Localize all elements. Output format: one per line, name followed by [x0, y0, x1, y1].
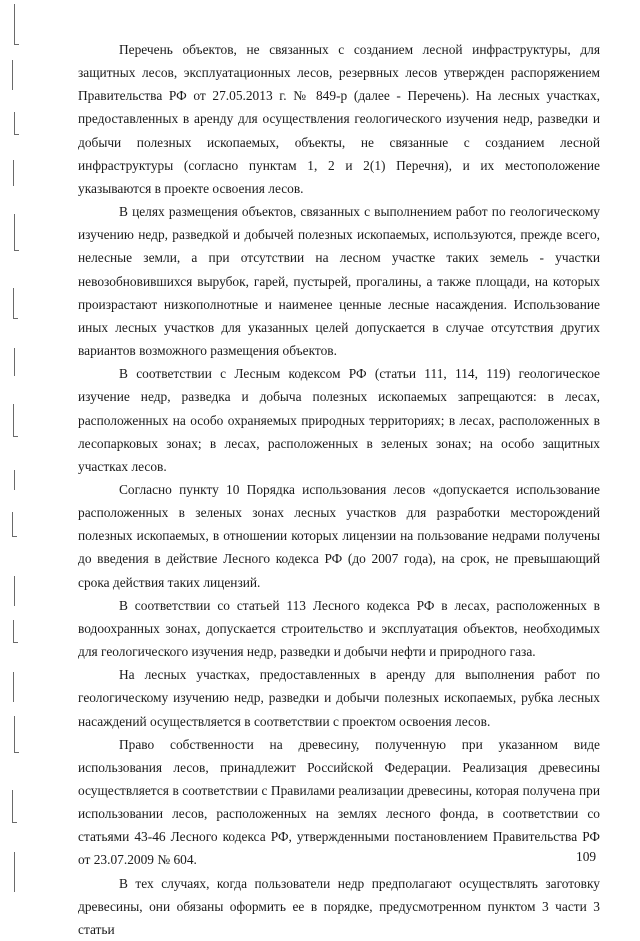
paragraph-1: Перечень объектов, не связанных с созданием лесной инфраструктуры, для защитных лесов, эксплуатационных лесов, резервных лесов утвержден распоряжением Правительства РФ от 27.05.2013 г. № 849-р (далее - Перечень). На лесных участках, предоставленных в аренду для осуществления геологического изучения недр, разведки и добычи полезных ископаемых, объекты, не связанные с созданием лесной инфраструктуры (согласно пунктам 1, 2 и 2(1) Перечня), и их местоположение указываются в проекте освоения лесов.	[78, 42, 600, 196]
page-number: 109	[576, 849, 597, 864]
paragraph-7: Право собственности на древесину, полученную при указанном виде использования лесов, принадлежит Российской Федерации. Реализация древесины осуществляется в соответствии с Правилами реализации древесины, которая получена при использовании лесов, расположенных на землях лесного фонда, в соответствии со статьями 43-46 Лесного кодекса РФ, утвержденными постановлением Правительства РФ от 23.07.2009 № 604.	[78, 736, 600, 868]
paragraph-3: В соответствии с Лесным кодексом РФ (статьи 111, 114, 119) геологическое изучение недр, разведка и добыча полезных ископаемых запрещаются: в лесах, расположенных на особо охраняемых природных территориях; в лесах, расположенных в лесопарковых зонах; в лесах, расположенных в зеленых зонах; на особо защитных участках лесов.	[78, 366, 600, 474]
paragraph-8: В тех случаях, когда пользователи недр предполагают осуществлять заготовку древесины, они обязаны оформить ее в порядке, предусмотренном пунктом 3 части 3 статьи	[78, 875, 600, 937]
paragraph-4: Согласно пункту 10 Порядка использования лесов «допускается использование расположенных в зеленых зонах лесных участков для разработки месторождений полезных ископаемых, в отношении которых лицензии на пользование недрами получены до введения в действие Лесного кодекса РФ (до 2007 года), на срок, не превышающий срока действия таких лицензий.	[78, 481, 600, 590]
body-text	[78, 38, 600, 941]
binding-edge-marks	[0, 0, 30, 905]
paragraph-5: В соответствии со статьей 113 Лесного кодекса РФ в лесах, расположенных в водоохранных зонах, допускается строительство и эксплуатация объектов, необходимых для геологического изучения недр, разведки и добычи нефти и природного газа.	[78, 597, 600, 660]
paragraph-2: В целях размещения объектов, связанных с выполнением работ по геологическому изучению недр, разведкой и добычей полезных ископаемых, используются, прежде всего, нелесные земли, а при отсутствии на лесном участке таких земель - участки невозобновившихся вырубок, гарей, пустырей, прогалины, а также площади, на которых произрастают низкополнотные и наименее ценные лесные насаждения. Использование иных лесных участков для указанных целей допускается в случае отсутствия других вариантов возможного размещения объектов.	[78, 204, 600, 359]
paragraph-6: На лесных участках, предоставленных в аренду для выполнения работ по геологическому изучению недр, разведки и добычи полезных ископаемых, рубка лесных насаждений осуществляется в соответствии с проектом освоения лесов.	[78, 667, 600, 729]
